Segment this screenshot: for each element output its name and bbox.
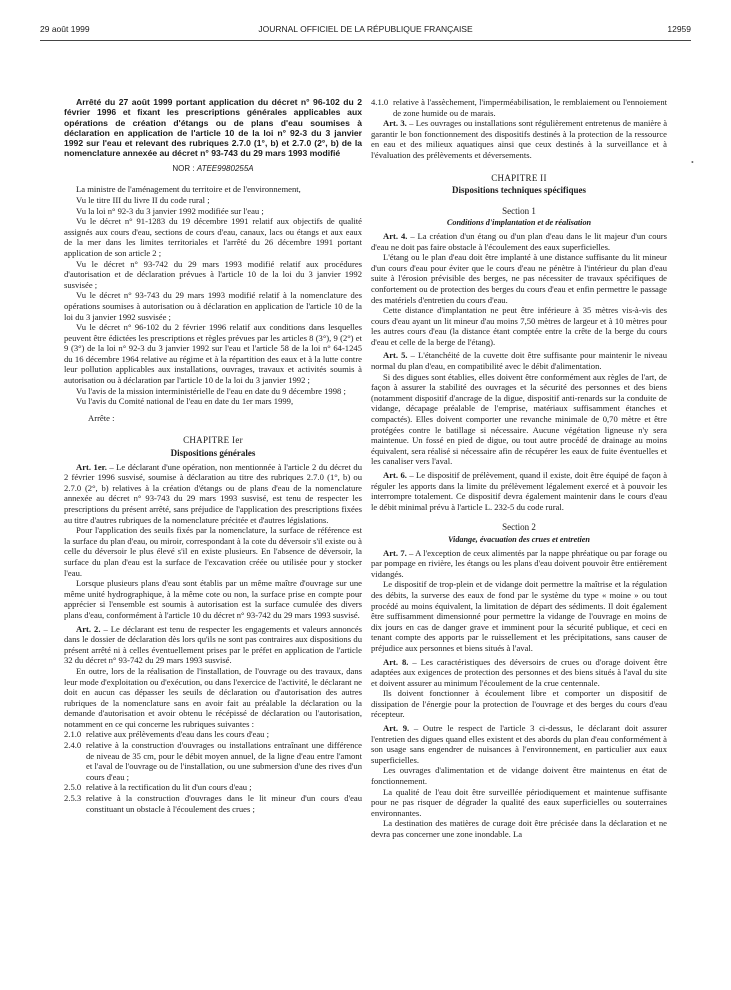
chapter-2-label: CHAPITRE II — [491, 172, 547, 183]
chapter-2-title: Dispositions techniques spécifiques — [451, 185, 587, 196]
rubric-text: relative aux prélèvements d'eau dans les cours d'eau ; — [86, 729, 270, 740]
preamble-line: Vu l'avis du Comité national de l'eau en date du 1er mars 1999, — [76, 396, 294, 407]
article-8-heading: Art. 8. — [383, 656, 409, 667]
list-item — [64, 782, 362, 793]
article-4-heading: Art. 4. — [383, 230, 408, 241]
rubric-text: relative à la rectification du lit d'un cours d'eau ; — [86, 782, 252, 793]
article-9-text: – Outre le respect de l'article 3 ci-dessus, le déclarant doit assurer l'entretien des digues quand elles existent et des abords du plan d'eau conformément à son usage sans engendrer de nuisances à l'environnement, en particulier aux eaux superficielles. — [371, 723, 668, 765]
article-4-paragraph-2: L'étang ou le plan d'eau doit être implanté à une distance suffisante du lit mineur d'un cours d'eau pour éviter que le cours d'eau ne pénètre à l'intérieur du plan d'eau suite à l'érosion prévisible des berges, ne pas nécessiter de travaux spécifiques de confortement ou de protection des berges du cours d'eau et enfin permettre le passage des matériels d'entretien du cours d'eau. — [371, 252, 667, 305]
preamble-line: Vu le décret n° 93-743 du 29 mars 1993 modifié relatif à la nomenclature des opérations soumises à autorisation ou à déclaration en application de l'article 10 de la loi du 3 janvier 1992 susvisée ; — [64, 290, 362, 322]
article-1-paragraph-3: Lorsque plusieurs plans d'eau sont établis par un même maître d'ouvrage sur une même unité hydrographique, à la même cote ou non, la surface prise en compte pour apprécier si l'ensemble est soumis à autorisation est la surface cumulée des divers plans d'eau, conformément à l'article 10 du décret n° 93-742 du 29 mars 1993 susvisé. — [64, 578, 362, 620]
article-3-paragraph — [371, 118, 667, 160]
page-header — [40, 24, 691, 36]
rubric-text: relative à la construction d'ouvrages dans le lit mineur d'un cours d'eau constituant un obstacle à l'écoulement des crues ; — [86, 793, 362, 814]
preamble-line: Vu le titre III du livre II du code rural ; — [76, 194, 210, 205]
preamble-line: La ministre de l'aménagement du territoire et de l'environnement, — [76, 184, 301, 195]
article-7-paragraph-2: Le dispositif de trop-plein et de vidange doit permettre la maîtrise et la régulation des débits, la surverse des eaux de fond par le système du type « moine » ou tout procédé au moins équivalent, la limitation de départ des sédiments. Il doit également être suffisamment dimensionné pour permettre la vidange de l'ouvrage en moins de dix jours en cas de danger grave et imminent pour la sécurité publique, et ceci en tenant compte des apports par le ruissellement et les précipitations, sans causer de préjudice aux personnes et biens situés à l'aval. — [371, 579, 667, 653]
article-8-text: – Les caractéristiques des déversoirs de crues ou d'orage doivent être adaptées aux exigences de protection des personnes et des biens situés à l'aval du site et doivent assurer au minimum l'écoulement de la crue centennale. — [371, 656, 668, 688]
article-1-heading: Art. 1er. — [76, 461, 107, 472]
article-9-paragraph — [371, 723, 667, 765]
article-6-heading: Art. 6. — [383, 470, 407, 480]
article-2-paragraph-2: En outre, lors de la réalisation de l'installation, de l'ouvrage ou des travaux, dans leur mode d'exploitation ou d'exécution, ou dans l'exercice de l'activité, le déclarant ne doit en aucun cas dépasser les seuils de déclaration ou d'autorisation des autres rubriques de la nomenclature sans en avoir fait au préalable la déclaration ou la demande d'autorisation et avoir obtenu le récépissé de déclaration ou l'autorisation, notamment en ce qui concerne les rubriques suivantes : — [64, 665, 362, 729]
right-column — [371, 97, 667, 840]
article-5-paragraph-2: Si des digues sont établies, elles doivent être conformément aux règles de l'art, de façon à assurer la stabilité des ouvrages et la sécurité des personnes et des biens (notamment dispositif d'ancrage de la digue, dispositif anti-renards sur la conduite de vidange, décapage préalable de l'emprise, matériaux suffisamment étanches et compactés). Elles doivent comporter une revanche minimale de 0,70 mètre et être protégées contre le batillage si nécessaire. Aucune végétation ligneuse n'y sera maintenue. Un fossé en pied de digue, ou tout autre procédé de drainage au moins équivalent, sera réalisé si nécessaire afin de récupérer les eaux de fuite éventuelles et les canaliser vers l'aval. — [371, 371, 667, 467]
article-4-text: – La création d'un étang ou d'un plan d'eau dans le lit majeur d'un cours d'eau ne doit pas faire obstacle à l'écoulement des eaux superficielles. — [371, 230, 667, 252]
list-item — [64, 793, 362, 814]
rubric-number: 4.1.0 — [371, 97, 389, 107]
article-1-text: – Le déclarant d'une opération, non mentionnée à l'article 2 du décret du 2 février 1996 susvisé, soumise à déclaration au titre des rubriques 2.7.0 (1°, b) ou 2.7.0 (2°, b) relatives à la création d'étangs ou de plans d'eau de la nomenclature annexée au décret n° 93-743 du 29 mars 1993 susvisé, est tenu de respecter les prescriptions du présent arrêté, sans préjudice de l'application des prescriptions fixées au titre d'autres rubriques de la nomenclature précitée et d'autres législations. — [64, 461, 362, 525]
section-1-title: Conditions d'implantation et de réalisation — [446, 218, 592, 228]
article-3-heading: Art. 3. — [383, 118, 407, 129]
article-2-heading: Art. 2. — [76, 623, 101, 634]
rubric-number: 2.5.3 — [64, 793, 82, 804]
nor-value: ATEE9980255A — [196, 163, 254, 173]
article-7-paragraph — [371, 548, 667, 580]
margin-mark: • — [691, 158, 694, 167]
header-rule — [40, 40, 691, 41]
left-column — [64, 97, 362, 814]
nor-label: NOR : — [172, 163, 195, 173]
nor-reference — [64, 164, 362, 175]
rubric-number: 2.5.0 — [64, 782, 82, 793]
article-4-paragraph-3: Cette distance d'implantation ne peut être inférieure à 35 mètres vis-à-vis des cours d'eau ayant un lit mineur d'au moins 7,50 mètres de largeur et à 10 mètres pour les autres cours d'eau (la distance étant comptée entre la crête de la berge du cours d'eau et celle de la berge de l'étang). — [371, 305, 667, 347]
list-item — [64, 740, 362, 782]
section-2-title: Vidange, évacuation des crues et entretien — [448, 534, 590, 544]
rubric-number: 2.1.0 — [64, 729, 82, 740]
article-8-paragraph — [371, 657, 667, 689]
rubric-text: relative à l'assèchement, l'imperméabilisation, le remblaiement ou l'ennoiement de zone humide ou de marais. — [393, 97, 667, 118]
article-2-text: – Le déclarant est tenu de respecter les engagements et valeurs annoncés dans le dossier de déclaration dès lors qu'ils ne sont pas contraires aux dispositions du présent arrêté ni à celles éventuellement prises par le préfet en application de l'article 32 du décret n° 93-742 du 29 mars 1993 susvisé. — [64, 623, 363, 666]
article-9-heading: Art. 9. — [383, 723, 410, 734]
article-8-paragraph-2: Ils doivent fonctionner à écoulement libre et comporter un dispositif de dissipation de l'énergie pour la protection de l'ouvrage et des berges du cours d'eau récepteur. — [371, 688, 667, 720]
preamble-line: Vu la loi n° 92-3 du 3 janvier 1992 modifiée sur l'eau ; — [76, 205, 264, 216]
article-7-text: – A l'exception de ceux alimentés par la nappe phréatique ou par forage ou par pompage en rivière, les étangs ou les plans d'eau doivent pouvoir être entièrement vidangés. — [371, 547, 667, 579]
section-2-label: Section 2 — [502, 522, 536, 533]
list-item — [64, 729, 362, 740]
rubric-text: relative à la construction d'ouvrages ou installations entraînant une différence de niveau de 35 cm, pour le débit moyen annuel, de la ligne d'eau entre l'amont et l'aval de l'ouvrage ou de l'installation, ou une submersion d'une des rives d'un cours d'eau ; — [86, 740, 362, 782]
rubric-list — [64, 729, 362, 814]
article-5-text: – L'étanchéité de la cuvette doit être suffisante pour maintenir le niveau normal du plan d'eau, en compatibilité avec le débit d'alimentation. — [371, 350, 668, 372]
preamble-line: Vu le décret n° 96-102 du 2 février 1996 relatif aux conditions dans lesquelles peuvent être édictées les prescriptions et règles prévues par les articles 8 (3°), 9 (2°) et 9 (3°) de la loi n° 92-3 du 3 janvier 1992 sur l'eau et l'article 58 de la loi n° 64-1245 du 16 décembre 1964 relative au régime et à la répartition des eaux et à la lutte contre leur pollution applicables aux installations, ouvrages, travaux et activités soumis à autorisation ou à déclaration par l'article 10 de la loi du 3 janvier 1992 ; — [64, 322, 362, 386]
header-page-number: 12959 — [667, 24, 691, 34]
article-1-paragraph-2: Pour l'application des seuils fixés par la nomenclature, la surface de référence est la surface du plan d'eau, ou miroir, correspondant à la cote du déversoir s'il existe ou à celle du déversoir le plus élevé s'il en existe plusieurs. En l'absence de déversoir, la surface du plan d'eau est la surface de l'excavation créée ou utilisée pour y stocker l'eau. — [64, 525, 362, 578]
rubric-list-continued — [371, 97, 667, 118]
article-7-heading: Art. 7. — [383, 547, 407, 558]
article-9-paragraph-2: Les ouvrages d'alimentation et de vidange doivent être maintenus en état de fonctionnement. — [371, 765, 667, 787]
decree-title: Arrêté du 27 août 1999 portant application du décret n° 96-102 du 2 février 1996 et fixant les prescriptions générales applicables aux opérations de création d'étangs ou de plans d'eau soumises à déclaration en application de l'article 10 de la loi n° 92-3 du 3 janvier 1992 sur l'eau et relevant des rubriques 2.7.0 (1°, b) et 2.7.0 (2°, b) de la nomenclature annexée au décret n° 93-743 du 29 mars 1993 modifié — [64, 97, 362, 159]
chapter-1-title: Dispositions générales — [170, 448, 256, 459]
section-1-label: Section 1 — [502, 205, 536, 216]
chapter-1-label: CHAPITRE Ier — [183, 435, 243, 446]
preamble-line: Vu l'avis de la mission interministérielle de l'eau en date du 9 décembre 1998 ; — [76, 385, 346, 396]
article-4-paragraph — [371, 231, 667, 252]
article-9-paragraph-4: La destination des matières de curage doit être précisée dans la déclaration et ne devra pas concerner une zone inondable. La — [371, 818, 667, 839]
article-2-paragraph — [64, 624, 362, 666]
arrete-label: Arrête : — [88, 412, 115, 423]
article-6-text: – Le dispositif de prélèvement, quand il existe, doit être équipé de façon à réguler les apports dans la limite du prélèvement légalement exercé et à pouvoir les interrompre totalement. Ce dispositif devra également maintenir dans le cours d'eau le débit minimal prévu à l'article L. 232-5 du code rural. — [371, 470, 668, 512]
rubric-number: 2.4.0 — [64, 740, 82, 751]
article-3-text: – Les ouvrages ou installations sont régulièrement entretenus de manière à garantir le bon fonctionnement des dispositifs destinés à la protection de la ressource en eau et des milieux aquatiques ainsi que ceux destinés à la surveillance et à l'évaluation des prélèvements et déversements. — [371, 118, 668, 160]
preamble-line: Vu le décret n° 93-742 du 29 mars 1993 modifié relatif aux procédures d'autorisation et de déclaration prévues à l'article 10 de la loi du 3 janvier 1992 susvisée ; — [64, 258, 362, 290]
header-journal-title: JOURNAL OFFICIEL DE LA RÉPUBLIQUE FRANÇAISE — [258, 24, 473, 34]
article-5-paragraph — [371, 350, 667, 371]
article-6-paragraph — [371, 470, 667, 512]
list-item — [371, 97, 667, 118]
article-9-paragraph-3: La qualité de l'eau doit être surveillée périodiquement et maintenue suffisante pour ne pas risquer de dégrader la qualité des eaux superficielles ou souterraines environnantes. — [371, 786, 667, 818]
article-1-paragraph — [64, 462, 362, 526]
article-5-heading: Art. 5. — [383, 350, 408, 361]
header-date: 29 août 1999 — [40, 24, 90, 34]
preamble-line: Vu le décret n° 91-1283 du 19 décembre 1991 relatif aux objectifs de qualité assignés aux cours d'eau, sections de cours d'eau, canaux, lacs ou étangs et aux eaux de la mer dans les limites territoriales et l'arrêté du 26 décembre 1991 portant application de son article 2 ; — [64, 216, 362, 258]
